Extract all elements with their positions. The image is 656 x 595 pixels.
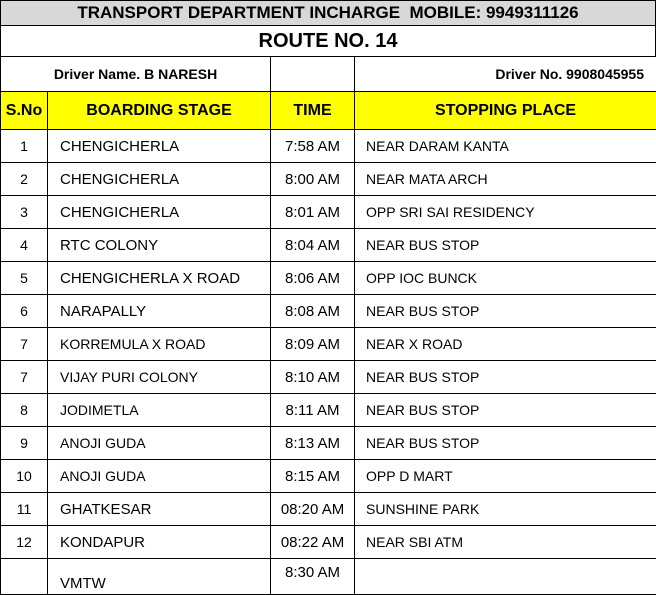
cell-sno: 2	[1, 163, 48, 196]
cell-boarding-stage: ANOJI GUDA	[48, 427, 271, 460]
cell-sno: 1	[1, 130, 48, 163]
cell-time: 8:01 AM	[271, 196, 355, 229]
table-row	[1, 394, 656, 427]
table-row	[1, 328, 656, 361]
cell-boarding-stage: CHENGICHERLA	[48, 130, 271, 163]
table-row	[1, 229, 656, 262]
table-row	[1, 526, 656, 559]
table-row	[1, 493, 656, 526]
driver-spacer-cell	[271, 57, 355, 92]
col-header-stopping: STOPPING PLACE	[355, 92, 656, 130]
cell-boarding-stage: ANOJI GUDA	[48, 460, 271, 493]
cell-time: 08:20 AM	[271, 493, 355, 526]
route-title: ROUTE NO. 14	[259, 30, 398, 53]
cell-sno: 3	[1, 196, 48, 229]
cell-time: 8:13 AM	[271, 427, 355, 460]
cell-time: 8:00 AM	[271, 163, 355, 196]
cell-sno: 7	[1, 361, 48, 394]
driver-name: Driver Name. B NARESH	[1, 57, 271, 92]
cell-sno: 10	[1, 460, 48, 493]
cell-boarding-stage: GHATKESAR	[48, 493, 271, 526]
table-row	[1, 163, 656, 196]
cell-sno: 6	[1, 295, 48, 328]
table-row	[1, 427, 656, 460]
cell-time: 8:15 AM	[271, 460, 355, 493]
cell-stopping-place: NEAR DARAM KANTA	[355, 130, 656, 163]
table-row	[1, 262, 656, 295]
cell-sno: 9	[1, 427, 48, 460]
cell-boarding-stage: JODIMETLA	[48, 394, 271, 427]
cell-sno: 5	[1, 262, 48, 295]
cell-stopping-place: NEAR BUS STOP	[355, 394, 656, 427]
cell-time: 8:09 AM	[271, 328, 355, 361]
cell-sno	[1, 559, 48, 595]
cell-stopping-place	[355, 559, 656, 595]
cell-sno: 8	[1, 394, 48, 427]
cell-boarding-stage: KORREMULA X ROAD	[48, 328, 271, 361]
table-row	[1, 460, 656, 493]
cell-stopping-place: NEAR BUS STOP	[355, 427, 656, 460]
cell-time: 8:30 AM	[271, 559, 355, 595]
cell-stopping-place: NEAR SBI ATM	[355, 526, 656, 559]
col-header-boarding: BOARDING STAGE	[48, 92, 271, 130]
table-row	[1, 130, 656, 163]
cell-sno: 11	[1, 493, 48, 526]
cell-boarding-stage: RTC COLONY	[48, 229, 271, 262]
cell-stopping-place: SUNSHINE PARK	[355, 493, 656, 526]
cell-boarding-stage: KONDAPUR	[48, 526, 271, 559]
cell-sno: 4	[1, 229, 48, 262]
cell-boarding-stage: NARAPALLY	[48, 295, 271, 328]
table-row	[1, 559, 656, 595]
table-row	[1, 295, 656, 328]
route-table	[0, 56, 656, 595]
department-header	[0, 0, 656, 26]
driver-number: Driver No. 9908045955	[355, 57, 656, 92]
cell-sno: 12	[1, 526, 48, 559]
cell-boarding-stage: CHENGICHERLA	[48, 163, 271, 196]
cell-boarding-stage: VMTW	[48, 559, 271, 595]
cell-time: 8:10 AM	[271, 361, 355, 394]
cell-boarding-stage: CHENGICHERLA X ROAD	[48, 262, 271, 295]
column-header-row	[1, 92, 656, 130]
cell-stopping-place: NEAR X ROAD	[355, 328, 656, 361]
cell-time: 8:11 AM	[271, 394, 355, 427]
cell-boarding-stage: VIJAY PURI COLONY	[48, 361, 271, 394]
cell-time: 8:06 AM	[271, 262, 355, 295]
table-row	[1, 196, 656, 229]
cell-time: 7:58 AM	[271, 130, 355, 163]
cell-time: 08:22 AM	[271, 526, 355, 559]
cell-stopping-place: NEAR MATA ARCH	[355, 163, 656, 196]
cell-stopping-place: OPP D MART	[355, 460, 656, 493]
cell-stopping-place: OPP SRI SAI RESIDENCY	[355, 196, 656, 229]
department-line: TRANSPORT DEPARTMENT INCHARGE MOBILE: 9949311126	[77, 3, 578, 23]
cell-boarding-stage: CHENGICHERLA	[48, 196, 271, 229]
driver-row	[1, 57, 656, 92]
cell-time: 8:04 AM	[271, 229, 355, 262]
table-row	[1, 361, 656, 394]
cell-stopping-place: NEAR BUS STOP	[355, 229, 656, 262]
cell-stopping-place: OPP IOC BUNCK	[355, 262, 656, 295]
col-header-time: TIME	[271, 92, 355, 130]
col-header-sno: S.No	[1, 92, 48, 130]
cell-stopping-place: NEAR BUS STOP	[355, 295, 656, 328]
route-title-bar	[0, 26, 656, 56]
cell-sno: 7	[1, 328, 48, 361]
cell-stopping-place: NEAR BUS STOP	[355, 361, 656, 394]
cell-time: 8:08 AM	[271, 295, 355, 328]
